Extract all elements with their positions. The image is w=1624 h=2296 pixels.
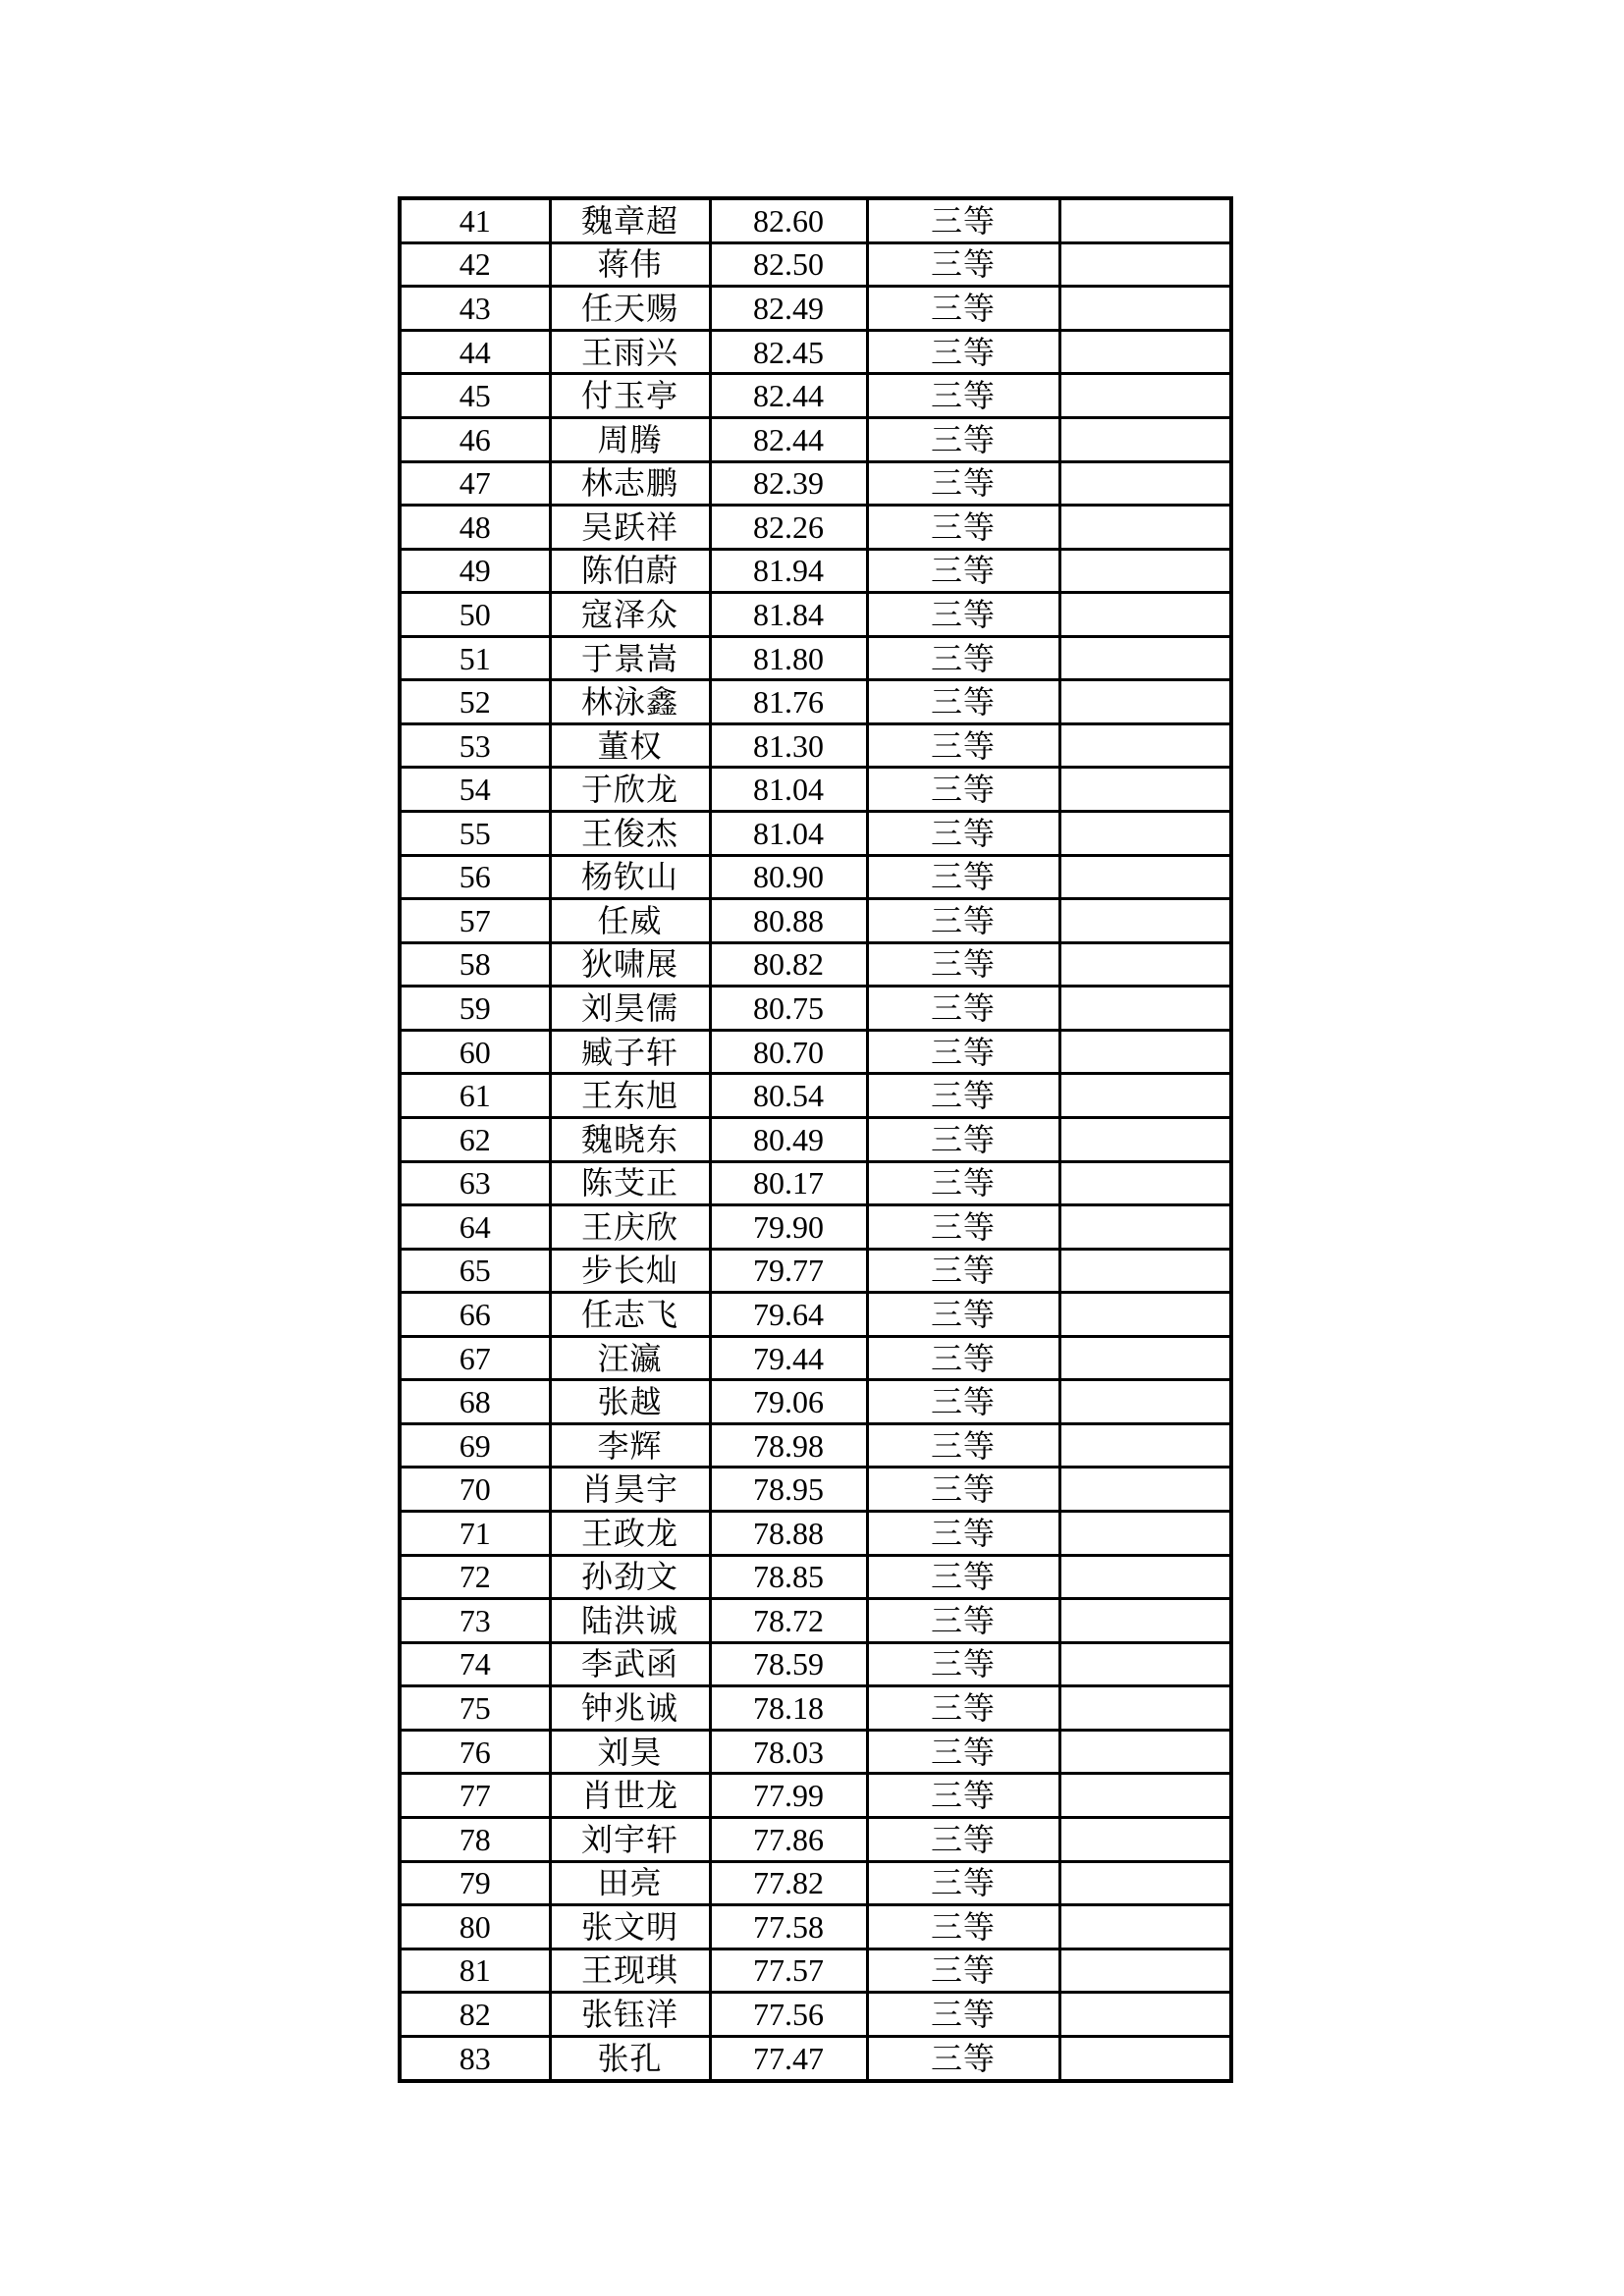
table-row bbox=[400, 1555, 1231, 1599]
name-cell: 于欣龙 bbox=[550, 768, 710, 812]
table-row bbox=[400, 198, 1231, 242]
table-row bbox=[400, 680, 1231, 724]
rank-cell: 59 bbox=[400, 987, 550, 1031]
grade-cell: 三等 bbox=[867, 1117, 1059, 1161]
score-table bbox=[398, 196, 1233, 2083]
score-cell: 80.17 bbox=[710, 1161, 867, 1205]
grade-cell: 三等 bbox=[867, 1423, 1059, 1468]
grade-cell: 三等 bbox=[867, 1074, 1059, 1118]
grade-cell: 三等 bbox=[867, 636, 1059, 680]
name-cell: 任威 bbox=[550, 899, 710, 943]
score-cell: 79.77 bbox=[710, 1249, 867, 1293]
rank-cell: 44 bbox=[400, 330, 550, 374]
notes-cell bbox=[1059, 768, 1231, 812]
notes-cell bbox=[1059, 593, 1231, 637]
notes-cell bbox=[1059, 942, 1231, 987]
score-cell: 77.86 bbox=[710, 1817, 867, 1861]
grade-cell: 三等 bbox=[867, 1555, 1059, 1599]
grade-cell: 三等 bbox=[867, 1030, 1059, 1074]
name-cell: 刘宇轩 bbox=[550, 1817, 710, 1861]
score-cell: 78.72 bbox=[710, 1599, 867, 1643]
grade-cell: 三等 bbox=[867, 1599, 1059, 1643]
table-row bbox=[400, 855, 1231, 899]
notes-cell bbox=[1059, 680, 1231, 724]
rank-cell: 46 bbox=[400, 417, 550, 461]
table-row bbox=[400, 593, 1231, 637]
rank-cell: 80 bbox=[400, 1905, 550, 1949]
notes-cell bbox=[1059, 1686, 1231, 1731]
rank-cell: 83 bbox=[400, 2036, 550, 2081]
rank-cell: 52 bbox=[400, 680, 550, 724]
table-row bbox=[400, 1642, 1231, 1686]
rank-cell: 81 bbox=[400, 1949, 550, 1993]
name-cell: 董权 bbox=[550, 723, 710, 768]
name-cell: 步长灿 bbox=[550, 1249, 710, 1293]
name-cell: 于景嵩 bbox=[550, 636, 710, 680]
name-cell: 陆洪诚 bbox=[550, 1599, 710, 1643]
score-cell: 77.58 bbox=[710, 1905, 867, 1949]
notes-cell bbox=[1059, 1249, 1231, 1293]
score-cell: 82.49 bbox=[710, 287, 867, 331]
name-cell: 孙劲文 bbox=[550, 1555, 710, 1599]
score-cell: 82.39 bbox=[710, 461, 867, 506]
score-cell: 82.44 bbox=[710, 417, 867, 461]
name-cell: 张文明 bbox=[550, 1905, 710, 1949]
score-cell: 82.50 bbox=[710, 242, 867, 287]
score-cell: 80.70 bbox=[710, 1030, 867, 1074]
table-row bbox=[400, 1512, 1231, 1556]
score-cell: 78.85 bbox=[710, 1555, 867, 1599]
notes-cell bbox=[1059, 242, 1231, 287]
rank-cell: 42 bbox=[400, 242, 550, 287]
notes-cell bbox=[1059, 636, 1231, 680]
table-row bbox=[400, 1905, 1231, 1949]
score-cell: 78.88 bbox=[710, 1512, 867, 1556]
score-cell: 82.60 bbox=[710, 198, 867, 242]
name-cell: 钟兆诚 bbox=[550, 1686, 710, 1731]
grade-cell: 三等 bbox=[867, 1380, 1059, 1424]
rank-cell: 47 bbox=[400, 461, 550, 506]
name-cell: 肖世龙 bbox=[550, 1774, 710, 1818]
score-cell: 82.44 bbox=[710, 374, 867, 418]
rank-cell: 71 bbox=[400, 1512, 550, 1556]
name-cell: 陈伯蔚 bbox=[550, 549, 710, 593]
grade-cell: 三等 bbox=[867, 1686, 1059, 1731]
table-row bbox=[400, 1030, 1231, 1074]
grade-cell: 三等 bbox=[867, 1205, 1059, 1250]
table-row bbox=[400, 942, 1231, 987]
notes-cell bbox=[1059, 1293, 1231, 1337]
name-cell: 肖昊宇 bbox=[550, 1468, 710, 1512]
rank-cell: 43 bbox=[400, 287, 550, 331]
name-cell: 王俊杰 bbox=[550, 812, 710, 856]
score-cell: 80.88 bbox=[710, 899, 867, 943]
name-cell: 汪瀛 bbox=[550, 1336, 710, 1380]
grade-cell: 三等 bbox=[867, 723, 1059, 768]
grade-cell: 三等 bbox=[867, 374, 1059, 418]
table-row bbox=[400, 723, 1231, 768]
name-cell: 杨钦山 bbox=[550, 855, 710, 899]
name-cell: 臧子轩 bbox=[550, 1030, 710, 1074]
rank-cell: 63 bbox=[400, 1161, 550, 1205]
rank-cell: 60 bbox=[400, 1030, 550, 1074]
table-row bbox=[400, 1074, 1231, 1118]
score-table-body bbox=[400, 198, 1231, 2081]
grade-cell: 三等 bbox=[867, 1336, 1059, 1380]
grade-cell: 三等 bbox=[867, 417, 1059, 461]
name-cell: 刘昊 bbox=[550, 1730, 710, 1774]
name-cell: 王政龙 bbox=[550, 1512, 710, 1556]
table-row bbox=[400, 549, 1231, 593]
table-row bbox=[400, 1205, 1231, 1250]
table-row bbox=[400, 1993, 1231, 2037]
table-row bbox=[400, 987, 1231, 1031]
score-cell: 80.82 bbox=[710, 942, 867, 987]
rank-cell: 50 bbox=[400, 593, 550, 637]
table-row bbox=[400, 287, 1231, 331]
grade-cell: 三等 bbox=[867, 242, 1059, 287]
grade-cell: 三等 bbox=[867, 198, 1059, 242]
name-cell: 林泳鑫 bbox=[550, 680, 710, 724]
rank-cell: 65 bbox=[400, 1249, 550, 1293]
notes-cell bbox=[1059, 1949, 1231, 1993]
score-cell: 78.95 bbox=[710, 1468, 867, 1512]
table-row bbox=[400, 1380, 1231, 1424]
name-cell: 刘昊儒 bbox=[550, 987, 710, 1031]
grade-cell: 三等 bbox=[867, 461, 1059, 506]
score-cell: 77.56 bbox=[710, 1993, 867, 2037]
grade-cell: 三等 bbox=[867, 1817, 1059, 1861]
notes-cell bbox=[1059, 812, 1231, 856]
grade-cell: 三等 bbox=[867, 1512, 1059, 1556]
score-cell: 81.94 bbox=[710, 549, 867, 593]
notes-cell bbox=[1059, 1993, 1231, 2037]
table-row bbox=[400, 812, 1231, 856]
rank-cell: 73 bbox=[400, 1599, 550, 1643]
table-row bbox=[400, 506, 1231, 550]
notes-cell bbox=[1059, 1468, 1231, 1512]
name-cell: 林志鹏 bbox=[550, 461, 710, 506]
name-cell: 王东旭 bbox=[550, 1074, 710, 1118]
rank-cell: 51 bbox=[400, 636, 550, 680]
score-cell: 81.30 bbox=[710, 723, 867, 768]
name-cell: 田亮 bbox=[550, 1861, 710, 1905]
notes-cell bbox=[1059, 1905, 1231, 1949]
notes-cell bbox=[1059, 1512, 1231, 1556]
table-row bbox=[400, 1774, 1231, 1818]
grade-cell: 三等 bbox=[867, 987, 1059, 1031]
grade-cell: 三等 bbox=[867, 1774, 1059, 1818]
score-cell: 77.99 bbox=[710, 1774, 867, 1818]
notes-cell bbox=[1059, 1074, 1231, 1118]
rank-cell: 56 bbox=[400, 855, 550, 899]
rank-cell: 72 bbox=[400, 1555, 550, 1599]
grade-cell: 三等 bbox=[867, 1642, 1059, 1686]
name-cell: 吴跃祥 bbox=[550, 506, 710, 550]
grade-cell: 三等 bbox=[867, 287, 1059, 331]
notes-cell bbox=[1059, 1555, 1231, 1599]
table-row bbox=[400, 1686, 1231, 1731]
notes-cell bbox=[1059, 1423, 1231, 1468]
name-cell: 付玉亭 bbox=[550, 374, 710, 418]
score-cell: 81.76 bbox=[710, 680, 867, 724]
rank-cell: 67 bbox=[400, 1336, 550, 1380]
grade-cell: 三等 bbox=[867, 812, 1059, 856]
table-row bbox=[400, 1293, 1231, 1337]
rank-cell: 62 bbox=[400, 1117, 550, 1161]
table-row bbox=[400, 374, 1231, 418]
rank-cell: 64 bbox=[400, 1205, 550, 1250]
rank-cell: 41 bbox=[400, 198, 550, 242]
rank-cell: 76 bbox=[400, 1730, 550, 1774]
table-row bbox=[400, 330, 1231, 374]
name-cell: 张孔 bbox=[550, 2036, 710, 2081]
rank-cell: 69 bbox=[400, 1423, 550, 1468]
score-cell: 79.90 bbox=[710, 1205, 867, 1250]
notes-cell bbox=[1059, 1205, 1231, 1250]
score-cell: 80.49 bbox=[710, 1117, 867, 1161]
rank-cell: 45 bbox=[400, 374, 550, 418]
grade-cell: 三等 bbox=[867, 768, 1059, 812]
table-row bbox=[400, 1468, 1231, 1512]
rank-cell: 74 bbox=[400, 1642, 550, 1686]
rank-cell: 78 bbox=[400, 1817, 550, 1861]
table-row bbox=[400, 461, 1231, 506]
notes-cell bbox=[1059, 1861, 1231, 1905]
notes-cell bbox=[1059, 987, 1231, 1031]
name-cell: 张钰洋 bbox=[550, 1993, 710, 2037]
notes-cell bbox=[1059, 287, 1231, 331]
notes-cell bbox=[1059, 899, 1231, 943]
notes-cell bbox=[1059, 506, 1231, 550]
name-cell: 魏章超 bbox=[550, 198, 710, 242]
name-cell: 任天赐 bbox=[550, 287, 710, 331]
name-cell: 魏晓东 bbox=[550, 1117, 710, 1161]
grade-cell: 三等 bbox=[867, 1949, 1059, 1993]
grade-cell: 三等 bbox=[867, 680, 1059, 724]
name-cell: 王雨兴 bbox=[550, 330, 710, 374]
score-cell: 77.57 bbox=[710, 1949, 867, 1993]
notes-cell bbox=[1059, 1730, 1231, 1774]
grade-cell: 三等 bbox=[867, 1993, 1059, 2037]
name-cell: 周腾 bbox=[550, 417, 710, 461]
grade-cell: 三等 bbox=[867, 855, 1059, 899]
table-row bbox=[400, 899, 1231, 943]
notes-cell bbox=[1059, 2036, 1231, 2081]
table-row bbox=[400, 1817, 1231, 1861]
score-cell: 81.84 bbox=[710, 593, 867, 637]
notes-cell bbox=[1059, 549, 1231, 593]
notes-cell bbox=[1059, 1030, 1231, 1074]
score-cell: 82.45 bbox=[710, 330, 867, 374]
table-row bbox=[400, 1117, 1231, 1161]
table-row bbox=[400, 1861, 1231, 1905]
table-row bbox=[400, 768, 1231, 812]
table-row bbox=[400, 2036, 1231, 2081]
rank-cell: 82 bbox=[400, 1993, 550, 2037]
score-cell: 77.47 bbox=[710, 2036, 867, 2081]
name-cell: 李辉 bbox=[550, 1423, 710, 1468]
score-cell: 80.75 bbox=[710, 987, 867, 1031]
name-cell: 陈芠正 bbox=[550, 1161, 710, 1205]
notes-cell bbox=[1059, 1380, 1231, 1424]
rank-cell: 68 bbox=[400, 1380, 550, 1424]
score-cell: 77.82 bbox=[710, 1861, 867, 1905]
grade-cell: 三等 bbox=[867, 942, 1059, 987]
notes-cell bbox=[1059, 1161, 1231, 1205]
rank-cell: 75 bbox=[400, 1686, 550, 1731]
notes-cell bbox=[1059, 1817, 1231, 1861]
table-row bbox=[400, 636, 1231, 680]
name-cell: 蒋伟 bbox=[550, 242, 710, 287]
notes-cell bbox=[1059, 1774, 1231, 1818]
grade-cell: 三等 bbox=[867, 1161, 1059, 1205]
table-row bbox=[400, 1949, 1231, 1993]
score-cell: 82.26 bbox=[710, 506, 867, 550]
table-row bbox=[400, 242, 1231, 287]
grade-cell: 三等 bbox=[867, 506, 1059, 550]
rank-cell: 77 bbox=[400, 1774, 550, 1818]
table-row bbox=[400, 1730, 1231, 1774]
grade-cell: 三等 bbox=[867, 1468, 1059, 1512]
name-cell: 王庆欣 bbox=[550, 1205, 710, 1250]
rank-cell: 49 bbox=[400, 549, 550, 593]
rank-cell: 48 bbox=[400, 506, 550, 550]
notes-cell bbox=[1059, 198, 1231, 242]
rank-cell: 58 bbox=[400, 942, 550, 987]
notes-cell bbox=[1059, 1117, 1231, 1161]
notes-cell bbox=[1059, 1599, 1231, 1643]
grade-cell: 三等 bbox=[867, 330, 1059, 374]
rank-cell: 70 bbox=[400, 1468, 550, 1512]
grade-cell: 三等 bbox=[867, 1293, 1059, 1337]
score-cell: 80.54 bbox=[710, 1074, 867, 1118]
name-cell: 寇泽众 bbox=[550, 593, 710, 637]
name-cell: 任志飞 bbox=[550, 1293, 710, 1337]
rank-cell: 55 bbox=[400, 812, 550, 856]
score-cell: 80.90 bbox=[710, 855, 867, 899]
score-cell: 78.98 bbox=[710, 1423, 867, 1468]
score-cell: 81.04 bbox=[710, 768, 867, 812]
table-row bbox=[400, 1599, 1231, 1643]
name-cell: 狄啸展 bbox=[550, 942, 710, 987]
name-cell: 张越 bbox=[550, 1380, 710, 1424]
grade-cell: 三等 bbox=[867, 1730, 1059, 1774]
score-cell: 78.03 bbox=[710, 1730, 867, 1774]
rank-cell: 57 bbox=[400, 899, 550, 943]
rank-cell: 53 bbox=[400, 723, 550, 768]
score-cell: 78.59 bbox=[710, 1642, 867, 1686]
grade-cell: 三等 bbox=[867, 1249, 1059, 1293]
rank-cell: 79 bbox=[400, 1861, 550, 1905]
grade-cell: 三等 bbox=[867, 899, 1059, 943]
rank-cell: 54 bbox=[400, 768, 550, 812]
table-row bbox=[400, 1336, 1231, 1380]
grade-cell: 三等 bbox=[867, 2036, 1059, 2081]
score-cell: 79.44 bbox=[710, 1336, 867, 1380]
notes-cell bbox=[1059, 330, 1231, 374]
notes-cell bbox=[1059, 374, 1231, 418]
table-row bbox=[400, 1249, 1231, 1293]
notes-cell bbox=[1059, 1336, 1231, 1380]
table-row bbox=[400, 1423, 1231, 1468]
notes-cell bbox=[1059, 417, 1231, 461]
name-cell: 王现琪 bbox=[550, 1949, 710, 1993]
grade-cell: 三等 bbox=[867, 1905, 1059, 1949]
score-cell: 81.80 bbox=[710, 636, 867, 680]
score-cell: 81.04 bbox=[710, 812, 867, 856]
grade-cell: 三等 bbox=[867, 593, 1059, 637]
rank-cell: 66 bbox=[400, 1293, 550, 1337]
notes-cell bbox=[1059, 723, 1231, 768]
score-cell: 79.64 bbox=[710, 1293, 867, 1337]
score-cell: 78.18 bbox=[710, 1686, 867, 1731]
notes-cell bbox=[1059, 855, 1231, 899]
notes-cell bbox=[1059, 461, 1231, 506]
rank-cell: 61 bbox=[400, 1074, 550, 1118]
name-cell: 李武函 bbox=[550, 1642, 710, 1686]
notes-cell bbox=[1059, 1642, 1231, 1686]
grade-cell: 三等 bbox=[867, 1861, 1059, 1905]
table-row bbox=[400, 417, 1231, 461]
score-cell: 79.06 bbox=[710, 1380, 867, 1424]
grade-cell: 三等 bbox=[867, 549, 1059, 593]
table-row bbox=[400, 1161, 1231, 1205]
